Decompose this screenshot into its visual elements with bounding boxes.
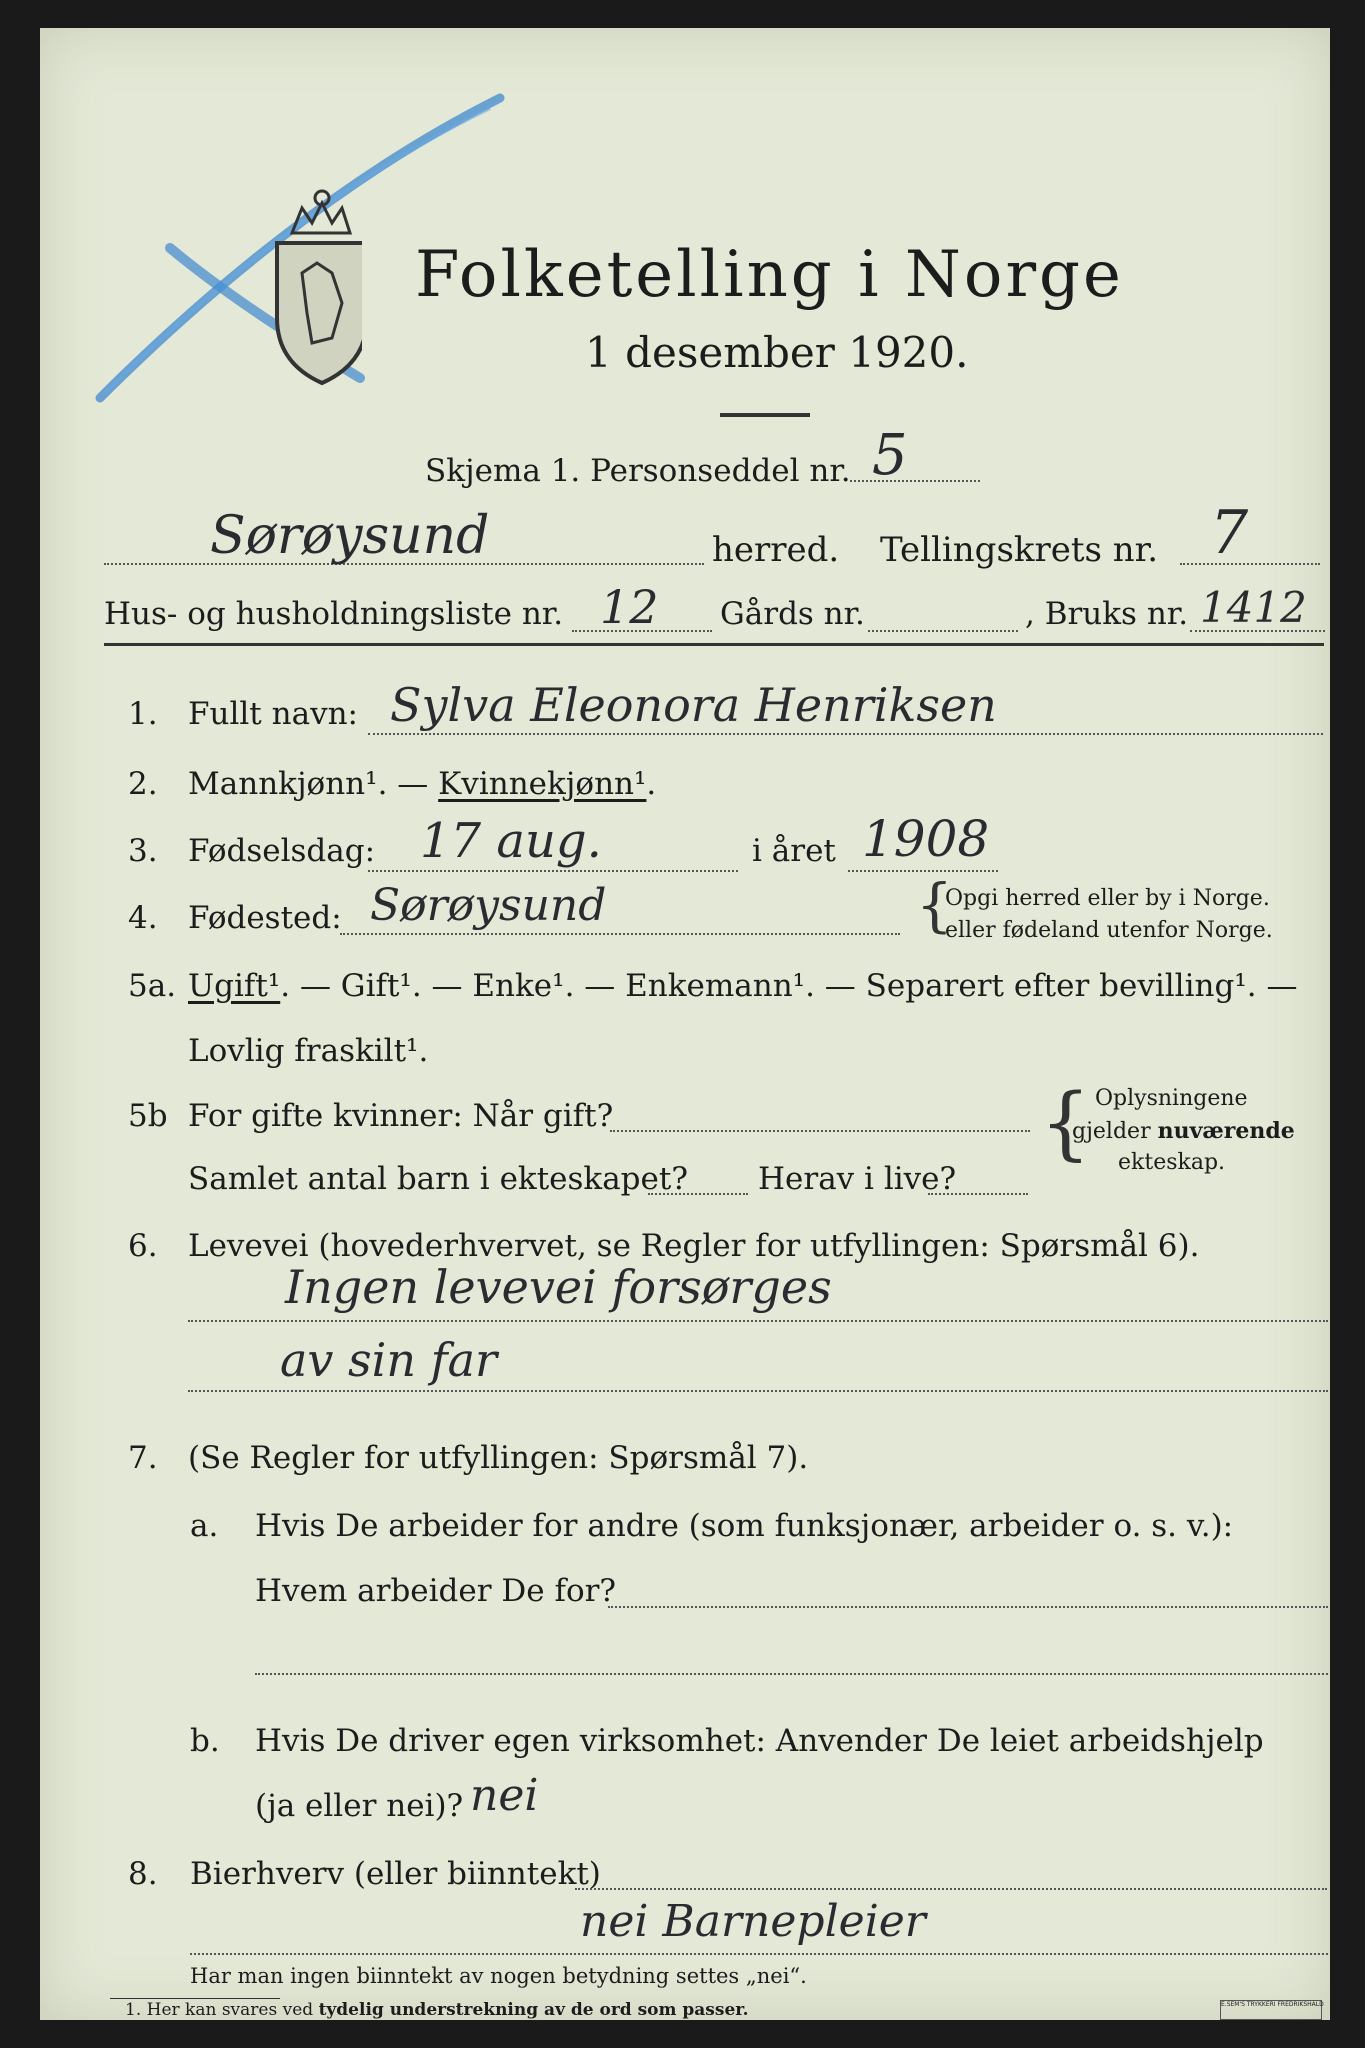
q4-note-2: eller fødeland utenfor Norge. [945,918,1273,943]
q5b-note-1: Oplysningene [1095,1086,1248,1111]
q4-number: 4. [128,900,158,936]
q8-note: Har man ingen biinntekt av nogen betydning settes „nei“. [190,1964,807,1988]
year-label: i året [752,833,836,869]
birth-year-value[interactable]: 1908 [862,810,990,868]
q6-label: Levevei (hovederhvervet, se Regler for utfyllingen: Spørsmål 6). [188,1228,1200,1264]
title-divider [720,413,810,417]
footnote: 1. Her kan svares ved tydelig understrekning av de ord som passer. [125,2000,749,2020]
tellingskrets-value[interactable]: 7 [1210,498,1249,568]
q5a-number: 5a. [128,968,177,1004]
census-form: Folketelling i Norge 1 desember 1920. Skjema 1. Personseddel nr. 5 Sørøysund herred. Tellingskrets nr. 7 Hus- og husholdningsliste nr. 12 Gårds nr. , Bruks nr. 1412 1. Fullt navn: Sylva Eleonora Henriksen 2. Mannkjønn¹. — Kvinnekjønn¹. 3. Fødselsdag: 17 aug. i året 1908 4. Fødested: Sørøysund { Opgi herred eller by i Norge. eller fødeland utenfor Norge. 5a. Ugift¹. — Gift¹. — Enke¹. — Enkemann¹. — Separert efter bevilling¹. — Lovlig fraskilt¹. 5b For gifte kvinner: Når gift? Samlet antal barn i ekteskapet? Herav i live? { Oplysningene gjelder nuværende ekteskap. 6. Levevei (hovederhvervet, se Regler for utfyllingen: Spørsmål 6). Ingen levevei forsørges av sin far 7. (Se Regler for utfyllingen: Spørsmål 7). a. Hvis De arbeider for andre (som funksjonær, arbeider o. s. v.): Hvem arbeider De for? b. Hvis De driver egen virksomhet: Anvender De leiet arbeidshjelp (ja eller nei)? nei 8. Bierhverv (eller biinntekt) nei Barnepleier Har man ingen biinntekt av nogen betydning settes „nei“. 1. Her kan svares ved tydelig understrekning av de ord som passer. E.SEM'S TRYKKERI FREDRIKSHALD [40,28,1330,2020]
personseddel-number[interactable]: 5 [872,423,908,488]
q8-number: 8. [128,1856,158,1892]
q1-number: 1. [128,696,158,732]
q5a-options: Ugift¹. — Gift¹. — Enke¹. — Enkemann¹. — Separert efter bevilling¹. — [188,968,1298,1004]
husliste-label: Hus- og husholdningsliste nr. [104,596,564,632]
footnote-rule [110,1998,280,1999]
levevei-value-1[interactable]: Ingen levevei forsørges [285,1260,832,1314]
coat-of-arms-icon [262,178,362,388]
q3-number: 3. [128,833,158,869]
q7a-number: a. [190,1508,219,1544]
header-rule [104,643,1324,646]
husliste-value[interactable]: 12 [600,580,659,634]
herred-value[interactable]: Sørøysund [210,506,490,566]
q6-number: 6. [128,1228,158,1264]
q7a-text: Hvis De arbeider for andre (som funksjonær, arbeider o. s. v.): [255,1508,1234,1544]
q5b-note-3: ekteskap. [1118,1150,1226,1175]
herav-i-live-label: Herav i live? [758,1161,957,1197]
q2-options: Mannkjønn¹. — Kvinnekjønn¹. [188,766,657,802]
birthday-value[interactable]: 17 aug. [420,813,602,869]
q5b-number: 5b [128,1098,168,1134]
q4-note-1: Opgi herred eller by i Norge. [945,886,1270,911]
bruks-label: , Bruks nr. [1025,596,1189,632]
mannkjonn-option[interactable]: Mannkjønn¹. — [188,766,439,802]
bruks-value[interactable]: 1412 [1200,583,1307,632]
full-name-value[interactable]: Sylva Eleonora Henriksen [390,678,997,732]
ugift-option[interactable]: Ugift¹ [188,968,281,1004]
q7b-number: b. [190,1723,220,1759]
kvinnekjonn-option[interactable]: Kvinnekjønn¹ [438,766,647,802]
nar-gift-label: For gifte kvinner: Når gift? [188,1098,614,1134]
q4-label: Fødested: [188,900,342,936]
antal-barn-label: Samlet antal barn i ekteskapet? [188,1161,688,1197]
arbeidshjelp-value[interactable]: nei [470,1770,539,1821]
skjema-label: Skjema 1. Personseddel nr. [425,453,851,489]
gards-label: Gårds nr. [720,596,865,632]
levevei-value-2[interactable]: av sin far [280,1333,498,1387]
form-title: Folketelling i Norge [415,238,1124,312]
q5b-note-2: gjelder nuværende [1072,1118,1295,1144]
tellingskrets-label: Tellingskrets nr. [880,530,1159,570]
ja-eller-nei-label: (ja eller nei)? [255,1788,464,1824]
q3-label: Fødselsdag: [188,833,376,869]
q1-label: Fullt navn: [188,696,358,732]
q2-number: 2. [128,766,158,802]
birthplace-value[interactable]: Sørøysund [370,880,607,931]
lovlig-fraskilt-option[interactable]: Lovlig fraskilt¹. [188,1033,429,1069]
bierhverv-value[interactable]: nei Barnepleier [580,1896,926,1947]
q7b-text: Hvis De driver egen virksomhet: Anvender De leiet arbeidshjelp [255,1723,1264,1759]
q7-number: 7. [128,1440,158,1476]
q7-label: (Se Regler for utfyllingen: Spørsmål 7). [188,1440,809,1476]
hvem-arbeider-label: Hvem arbeider De for? [255,1573,617,1609]
herred-label: herred. [712,530,840,570]
census-date: 1 desember 1920. [585,328,969,377]
printer-stamp: E.SEM'S TRYKKERI FREDRIKSHALD [1220,2000,1322,2020]
q8-label: Bierhverv (eller biinntekt) [190,1856,601,1892]
